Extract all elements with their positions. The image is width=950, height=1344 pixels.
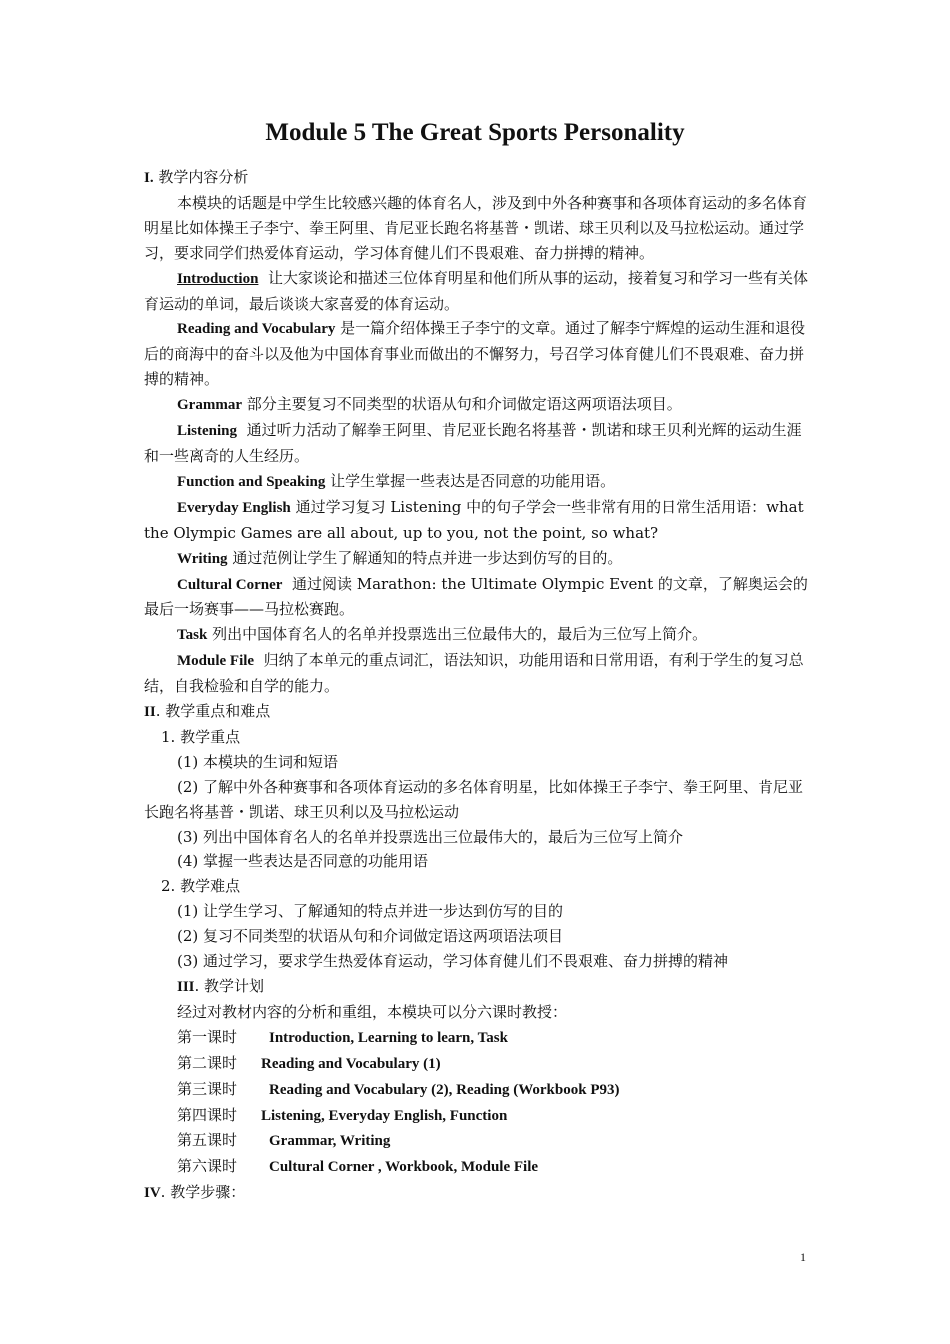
section-heading: I. 教学内容分析 <box>144 168 249 186</box>
item-label: Listening <box>177 423 238 440</box>
paragraph: 经过对教材内容的分析和重组，本模块可以分六课时教授： <box>177 1002 568 1021</box>
lesson-label: 第三课时 <box>177 1079 238 1098</box>
paragraph: Writing 通过范例让学生了解通知的特点并进一步达到仿写的目的。 <box>177 548 623 567</box>
page-number: 1 <box>800 1250 806 1264</box>
page-title: Module 5 The Great Sports Personality <box>265 119 685 146</box>
lesson-content: Cultural Corner , Workbook, Module File <box>269 1159 539 1176</box>
list-item: (1) 本模块的生词和短语 <box>177 752 339 771</box>
list-item: (2) 了解中外各种赛事和各项体育运动的多名体育明星，比如体操王子李宁、拳王阿里、肯尼亚长跑名将基普・凯诺、球王贝利以及马拉松运动 <box>144 777 804 821</box>
lesson-label: 第二课时 <box>177 1053 238 1072</box>
sub-heading: 2. 教学难点 <box>161 877 241 896</box>
lesson-content: Listening, Everyday English, Function <box>261 1107 508 1124</box>
lesson-label: 第五课时 <box>177 1131 238 1150</box>
lesson-content: Introduction, Learning to learn, Task <box>269 1029 508 1046</box>
paragraph: Function and Speaking 让学生掌握一些表达是否同意的功能用语。 <box>177 471 616 490</box>
section-heading: IV. 教学步骤： <box>144 1183 246 1202</box>
document-body <box>144 165 808 1206</box>
section-heading: II. 教学重点和难点 <box>144 702 271 721</box>
lesson-content: Reading and Vocabulary (2), Reading (Workbook P93) <box>269 1081 620 1098</box>
item-label: Writing <box>177 550 228 567</box>
item-label: Cultural Corner <box>177 576 283 593</box>
item-label: Grammar <box>177 397 242 414</box>
item-label: Everyday English <box>177 499 291 516</box>
lesson-label: 第四课时 <box>177 1105 238 1124</box>
lesson-content: Grammar, Writing <box>269 1133 391 1150</box>
paragraph: Listening 通过听力活动了解拳王阿里、肯尼亚长跑名将基普・凯诺和球王贝利光辉的运动生涯和一些离奇的人生经历。 <box>144 421 802 465</box>
item-label: Module File <box>177 653 255 670</box>
schedule-row <box>144 1077 808 1103</box>
paragraph: Reading and Vocabulary 是一篇介绍体操王子李宁的文章。通过了解李宁辉煌的运动生涯和退役后的商海中的奋斗以及他为中国体育事业而做出的不懈努力，号召学习体育健儿们不畏艰难、奋力拼搏的精神。 <box>144 319 806 389</box>
paragraph: Introduction 让大家谈论和描述三位体育明星和他们所从事的运动，接着复习和学习一些有关体育运动的单词，最后谈谈大家喜爱的体育运动。 <box>144 268 808 313</box>
item-label: Reading and Vocabulary <box>177 321 336 338</box>
schedule-row <box>144 1154 808 1180</box>
paragraph: Cultural Corner 通过阅读 Marathon: the Ultimate Olympic Event 的文章，了解奥运会的最后一场赛事——马拉松赛跑。 <box>144 574 808 619</box>
list-item: (4) 掌握一些表达是否同意的功能用语 <box>177 852 429 871</box>
list-item: (3) 列出中国体育名人的名单并投票选出三位最伟大的，最后为三位写上简介 <box>177 827 684 846</box>
item-label: Introduction <box>177 270 259 287</box>
paragraph: Module File 归纳了本单元的重点词汇，语法知识，功能用语和日常用语，有利于学生的复习总结，自我检验和自学的能力。 <box>144 651 804 696</box>
paragraph: Grammar 部分主要复习不同类型的状语从句和介词做定语这两项语法项目。 <box>177 395 682 414</box>
list-item: (3) 通过学习，要求学生热爱体育运动，学习体育健儿们不畏艰难、奋力拼搏的精神 <box>177 952 729 971</box>
item-label: Function and Speaking <box>177 473 326 490</box>
list-item: (1) 让学生学习、了解通知的特点并进一步达到仿写的目的 <box>177 902 564 921</box>
paragraph: Task 列出中国体育名人的名单并投票选出三位最伟大的，最后为三位写上简介。 <box>177 625 708 644</box>
lesson-label: 第一课时 <box>177 1027 238 1046</box>
item-label: Task <box>177 627 208 644</box>
lesson-label: 第六课时 <box>177 1157 238 1176</box>
sub-heading: 1. 教学重点 <box>161 727 241 746</box>
section-heading: III. 教学计划 <box>177 977 265 995</box>
schedule-row <box>144 1051 808 1077</box>
list-item: (2) 复习不同类型的状语从句和介词做定语这两项语法项目 <box>177 927 564 946</box>
schedule-row <box>144 1128 808 1154</box>
paragraph: 本模块的话题是中学生比较感兴趣的体育名人，涉及到中外各种赛事和各项体育运动的多名体育明星比如体操王子李宁、拳王阿里、肯尼亚长跑名将基普・凯诺、球王贝利以及马拉松运动。通过学习，要求同学们热爱体育运动，学习体育健儿们不畏艰难、奋力拼搏的精神。 <box>144 193 808 262</box>
schedule-row <box>144 1025 808 1051</box>
paragraph: Everyday English 通过学习复习 Listening 中的句子学会一些非常有用的日常生活用语：what the Olympic Games are all about, up to you, not the point, so what? <box>144 497 804 542</box>
schedule-row <box>144 1103 808 1129</box>
lesson-content: Reading and Vocabulary (1) <box>261 1055 441 1072</box>
